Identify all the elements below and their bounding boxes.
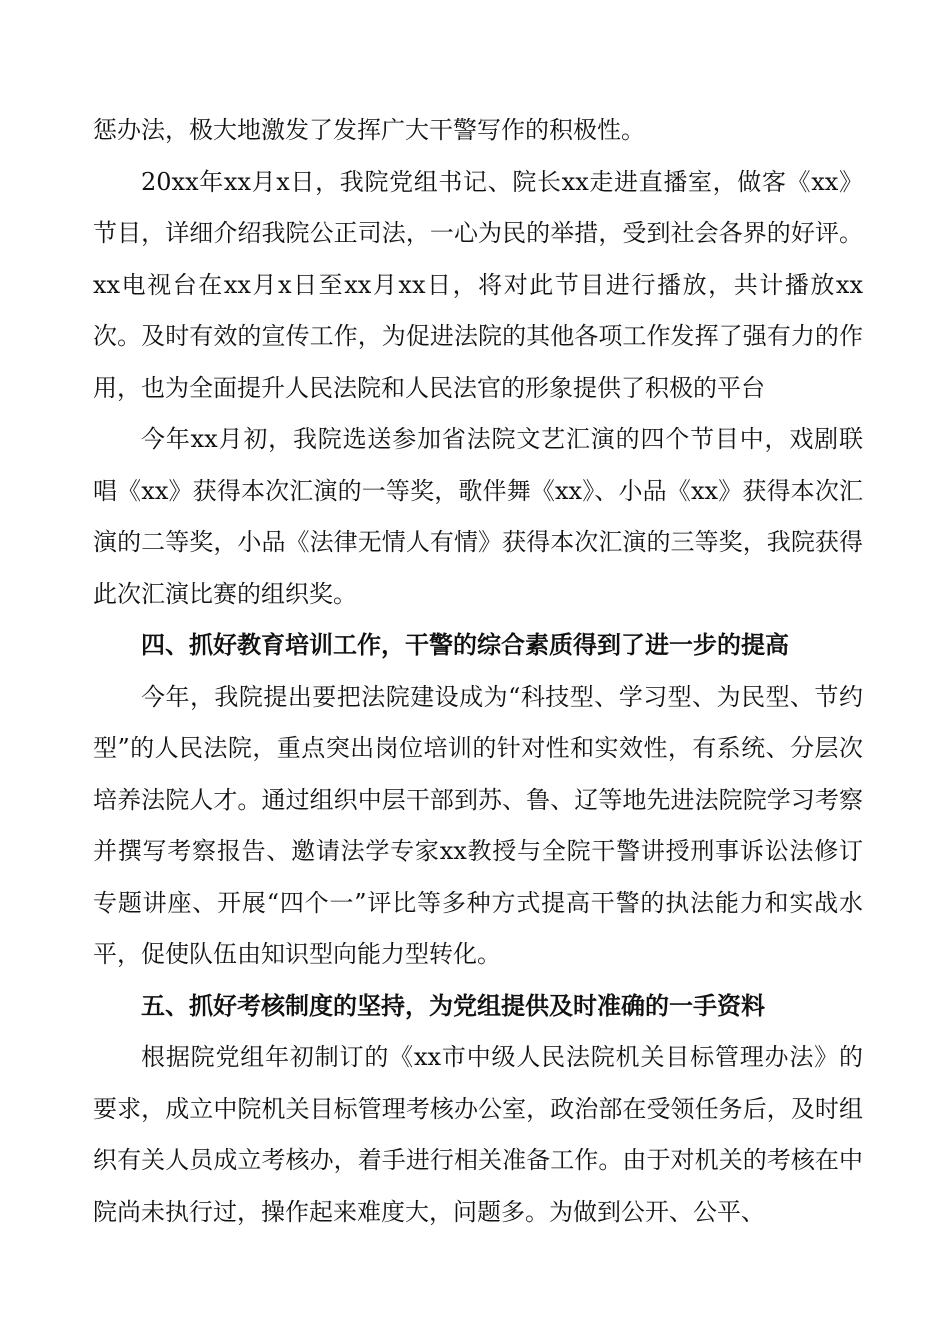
paragraph-tv-program: 20xx年xx月x日，我院党组书记、院长xx走进直播室，做客《xx》节目，详细介绍我院公正司法，一心为民的举措，受到社会各界的好评。xx电视台在xx月x日至xx月xx日，将对此节目进行播放，共计播放xx次。及时有效的宣传工作，为促进法院的其他各项工作发挥了强有力的作用，也为全面提升人民法院和人民法官的形象提供了积极的平台 [93,167,863,402]
paragraph-assessment-system: 根据院党组年初制订的《xx市中级人民法院机关目标管理办法》的要求，成立中院机关目标管理考核办公室，政治部在受领任务后，及时组织有关人员成立考核办，着手进行相关准备工作。由于对机关的考核在中院尚未执行过，操作起来难度大，问题多。为做到公开、公平、 [93,1043,863,1226]
paragraph-continuation: 惩办法，极大地激发了发挥广大干警写作的积极性。 [93,116,645,144]
document-body [93,105,863,1238]
section-heading-five: 五、抓好考核制度的坚持，为党组提供及时准确的一手资料 [141,991,765,1020]
section-heading-four: 四、抓好教育培训工作，干警的综合素质得到了进一步的提高 [141,631,789,659]
paragraph-education-training: 今年，我院提出要把法院建设成为“科技型、学习型、为民型、节约型”的人民法院，重点突出岗位培训的针对性和实效性，有系统、分层次培养法院人才。通过组织中层干部到苏、鲁、辽等地先进法院院学习考察并撰写考察报告、邀请法学专家xx教授与全院干警讲授刑事诉讼法修订专题讲座、开展“四个一”评比等多种方式提高干警的执法能力和实战水平，促使队伍由知识型向能力型转化。 [93,682,863,968]
paragraph-art-performance: 今年xx月初，我院选送参加省法院文艺汇演的四个节目中，戏剧联唱《xx》获得本次汇演的一等奖，歌伴舞《xx》、小品《xx》获得本次汇演的二等奖，小品《法律无情人有情》获得本次汇演的三等奖，我院获得此次汇演比赛的组织奖。 [93,425,863,608]
